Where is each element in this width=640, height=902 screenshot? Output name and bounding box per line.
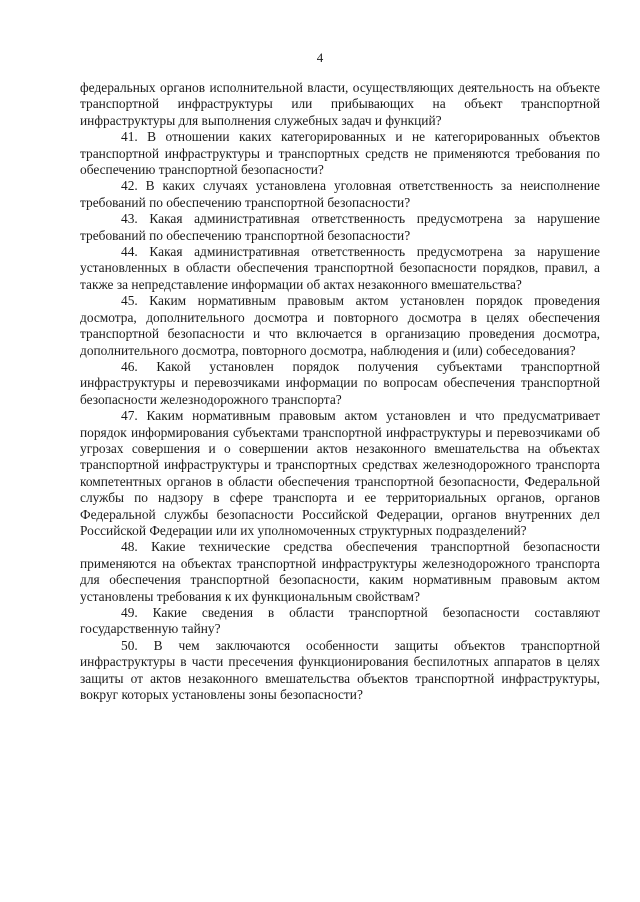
question-43: 43. Какая административная ответственность предусмотрена за нарушение требований по обеспечению транспортной безопасности? (80, 211, 600, 243)
question-45: 45. Каким нормативным правовым актом установлен порядок проведения досмотра, дополнительного досмотра и повторного досмотра в целях обеспечения транспортной безопасности и что включается в организацию проведения досмотра, дополнительного досмотра, повторного досмотра, наблюдения и (или) собеседования? (80, 293, 600, 358)
question-50: 50. В чем заключаются особенности защиты объектов транспортной инфраструктуры в части пресечения функционирования беспилотных аппаратов в целях защиты от актов незаконного вмешательства объектов транспортной инфраструктуры, вокруг которых установлены зоны безопасности? (80, 637, 600, 703)
question-41: 41. В отношении каких категорированных и не категорированных объектов транспортной инфраструктуры и транспортных средств не применяются требования по обеспечению транспортной безопасности? (80, 129, 600, 178)
question-44: 44. Какая административная ответственность предусмотрена за нарушение установленных в области обеспечения транспортной безопасности порядков, правил, а также за непредставление информации об актах незаконного вмешательства? (80, 244, 600, 292)
document-body (80, 80, 600, 703)
page-number: 4 (316, 50, 324, 65)
question-48: 48. Какие технические средства обеспечения транспортной безопасности применяются на объектах транспортной инфраструктуры железнодорожного транспорта для обеспечения транспортной безопасности, каким нормативным правовым актом установлены требования к их функциональным свойствам? (80, 539, 600, 604)
question-47: 47. Каким нормативным правовым актом установлен и что предусматривает порядок информирования субъектами транспортной инфраструктуры и перевозчиками об угрозах совершения и о совершении актов незаконного вмешательства на объектах транспортной инфраструктуры и транспортных средствах железнодорожного транспорта компетентных органов в области обеспечения транспортной безопасности, Федеральной службы по надзору в сфере транспорта и ее территориальных органов, органов Федеральной службы безопасности Российской Федерации, органов внутренних дел Российской Федерации или их уполномоченных структурных подразделений? (80, 408, 600, 538)
question-46: 46. Какой установлен порядок получения субъектами транспортной инфраструктуры и перевозчиками информации по вопросам обеспечения транспортной безопасности железнодорожного транспорта? (80, 358, 600, 407)
question-49: 49. Какие сведения в области транспортной безопасности составляют государственную тайну? (80, 605, 600, 637)
question-42: 42. В каких случаях установлена уголовная ответственность за неисполнение требований по обеспечению транспортной безопасности? (80, 178, 600, 210)
paragraph-continuation: федеральных органов исполнительной власти, осуществляющих деятельность на объекте транспортной инфраструктуры или прибывающих на объект транспортной инфраструктуры для выполнения служебных задач и функций? (80, 80, 600, 128)
